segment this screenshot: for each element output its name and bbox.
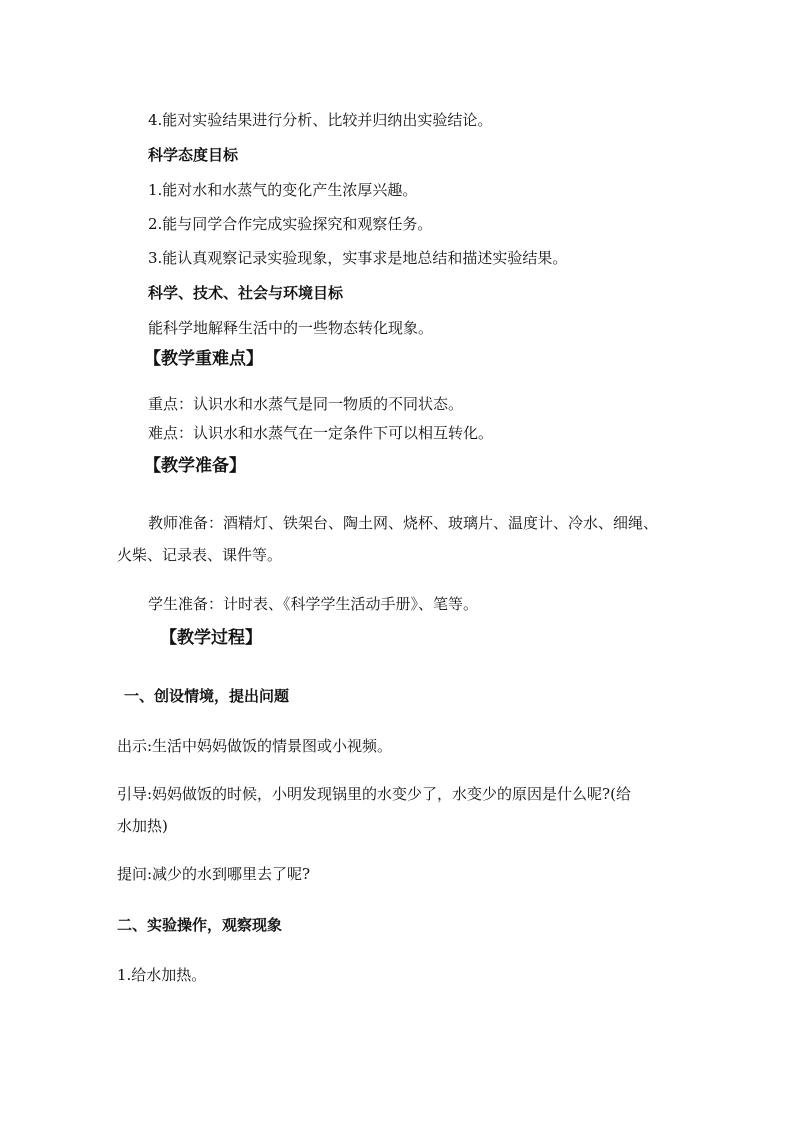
teacher-preparation-line1: 教师准备：酒精灯、铁架台、陶土网、烧杯、玻璃片、温度计、冷水、细绳、	[148, 514, 659, 532]
sts-goal-item: 能科学地解释生活中的一些物态转化现象。	[148, 319, 434, 337]
sts-goals-heading: 科学、技术、社会与环境目标	[148, 284, 344, 302]
step-1-text: 1.给水加热。	[117, 966, 207, 984]
attitude-goal-item: 3.能认真观察记录实验现象，实事求是地总结和描述实验结果。	[148, 249, 568, 267]
section-1-title: 一、创设情境，提出问题	[124, 687, 290, 705]
key-points-heading: 【教学重难点】	[144, 349, 263, 369]
question-text: 提问:减少的水到哪里去了呢?	[117, 865, 311, 883]
attitude-goal-item: 1.能对水和水蒸气的变化产生浓厚兴趣。	[148, 181, 418, 199]
difficult-point-text: 难点：认识水和水蒸气在一定条件下可以相互转化。	[148, 424, 494, 442]
guide-line2: 水加热)	[117, 817, 168, 835]
key-point-text: 重点：认识水和水蒸气是同一物质的不同状态。	[148, 395, 464, 413]
student-preparation: 学生准备：计时表、《科学学生活动手册》、笔等。	[148, 595, 479, 613]
attitude-goals-heading: 科学态度目标	[148, 146, 239, 164]
section-2-title: 二、实验操作，观察现象	[117, 916, 283, 934]
teacher-preparation-line2: 火柴、记录表、课件等。	[117, 546, 283, 564]
goal-item-4: 4.能对实验结果进行分析、比较并归纳出实验结论。	[148, 111, 493, 129]
process-heading: 【教学过程】	[160, 628, 262, 648]
attitude-goal-item: 2.能与同学合作完成实验探究和观察任务。	[148, 215, 433, 233]
preparation-heading: 【教学准备】	[144, 456, 246, 476]
show-text: 出示:生活中妈妈做饭的情景图或小视频。	[117, 737, 393, 755]
guide-line1: 引导:妈妈做饭的时候，小明发现锅里的水变少了，水变少的原因是什么呢?(给	[117, 785, 631, 803]
